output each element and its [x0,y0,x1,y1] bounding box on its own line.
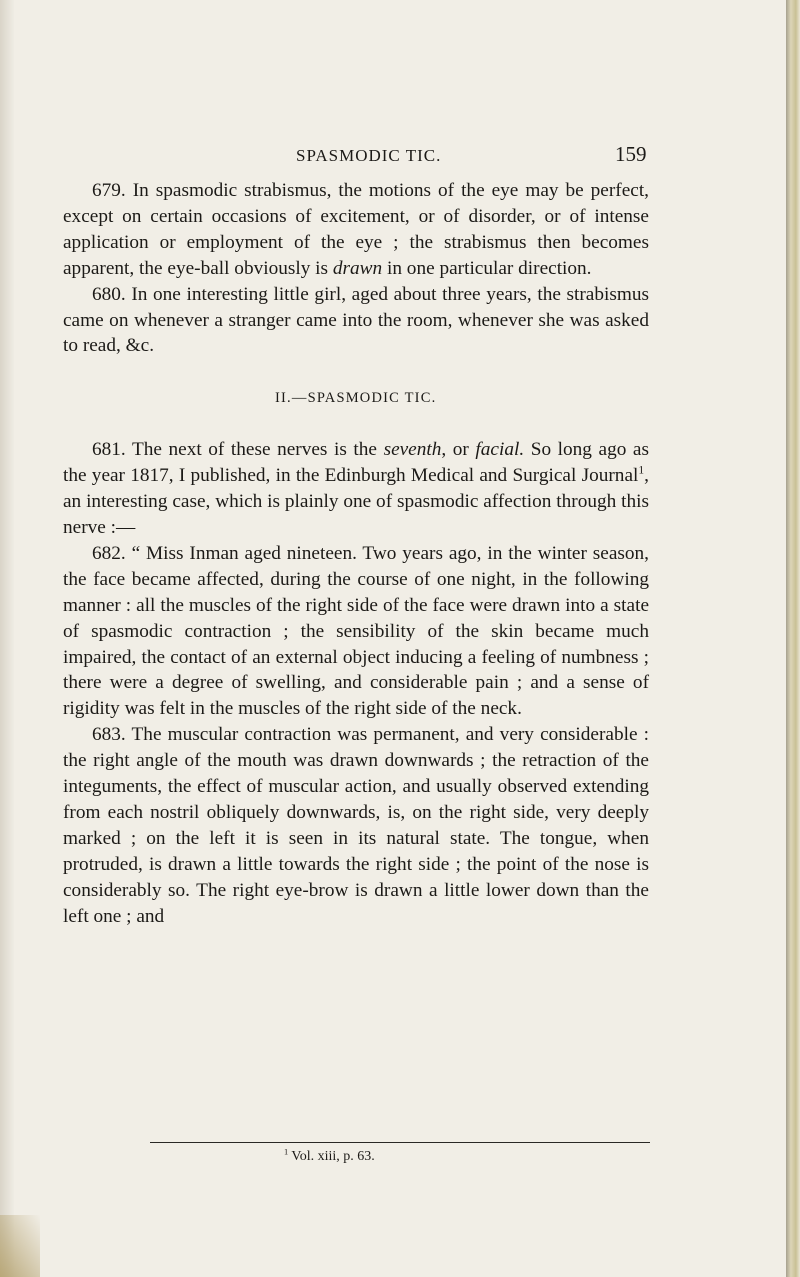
footnote-text: Vol. xiii, p. 63. [288,1149,375,1164]
page-header [0,140,800,170]
paragraph-679-text-a: 679. In spasmodic strabismus, the motions of the eye may be perfect, except on certain occasions of excitement, or of disorder, or of intense application or employment of the eye ; the strabismus then becomes apparent, the eye-ball obviously is [63,180,649,279]
page-number: 159 [615,142,647,166]
paragraph-681-text-a: 681. The next of these nerves is the [92,439,384,461]
footnote-reference: 1 [638,463,645,477]
footnote-rule [150,1142,650,1143]
paragraph-681-text-c: , an interesting case, which is plainly one of spasmodic affection through this nerve :— [63,465,649,538]
paragraph-681-text-b: So long ago as the year 1817, I published, in the Edinburgh Medical and Surgical Journal [63,439,649,487]
emphasis-facial: facial. [475,439,525,461]
paragraph-679 [63,178,649,282]
page-edge-right [786,0,800,1277]
paragraph-680: 680. In one interesting little girl, aged about three years, the strabismus came on whenever a stranger came into the room, whenever she was asked to read, &c. [63,283,649,357]
page-stain-corner [0,1215,40,1277]
paragraph-683: 683. The muscular contraction was permanent, and very considerable : the right angle of the mouth was drawn downwards ; the retraction of the integuments, the effect of muscular action, and usually observed extending from each nostril obliquely downwards, is, on the right side, very deeply marked ; on the left it is seen in its natural state. The tongue, when protruded, is drawn a little towards the right side ; the point of the nose is considerably so. The right eye-brow is drawn a little lower down than the left one ; and [63,724,649,927]
paragraph-682: 682. “ Miss Inman aged nineteen. Two years ago, in the winter season, the face became affected, during the course of one night, in the following manner : all the muscles of the right side of the face were drawn into a state of spasmodic contraction ; the sensibility of the skin became much impaired, the contact of an external object inducing a feeling of numbness ; there were a degree of swelling, and considerable pain ; and a sense of rigidity was felt in the muscles of the right side of the neck. [63,542,649,720]
emphasis-seventh: seventh [383,439,442,461]
body-text [63,178,649,929]
section-heading: II.—SPASMODIC TIC. [275,390,437,407]
paragraph-681 [63,437,649,541]
page-edge-left [0,0,14,1277]
running-head: SPASMODIC TIC. [296,146,442,165]
footnote [284,1149,375,1165]
emphasis-drawn: drawn [332,257,383,279]
paragraph-679-text-b: in one particular direction. [382,257,592,279]
paragraph-681-text-or: , or [441,439,476,461]
footnote-marker: 1 [284,1147,289,1157]
